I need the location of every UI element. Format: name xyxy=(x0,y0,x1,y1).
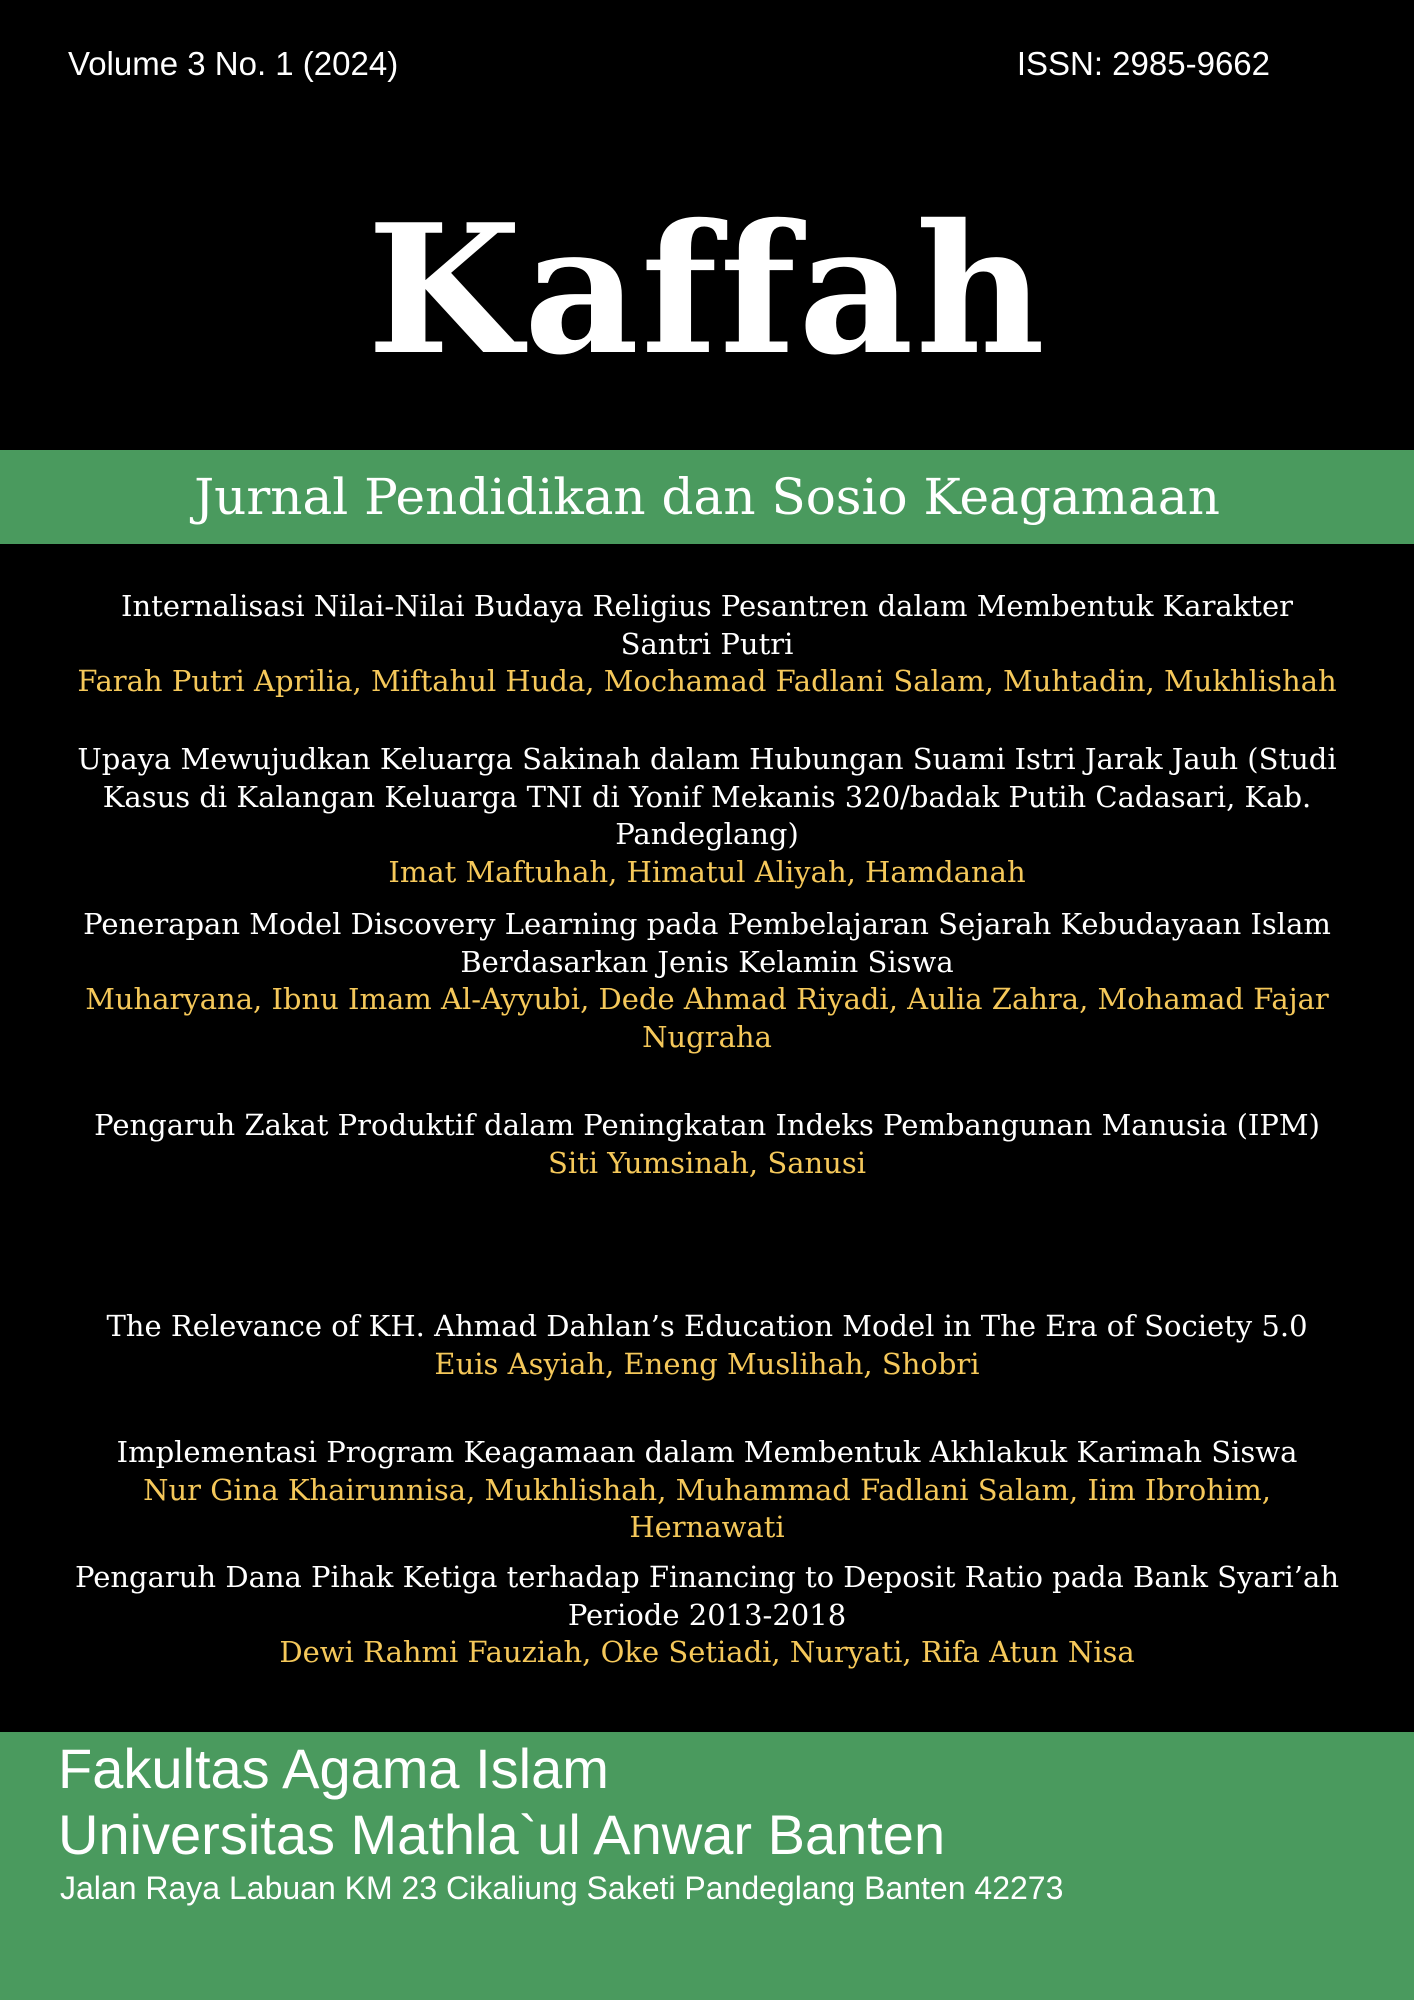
article-entry xyxy=(0,741,1414,891)
article-title: Pengaruh Zakat Produktif dalam Peningkatan Indeks Pembangunan Manusia (IPM) xyxy=(94,1108,1320,1142)
article-authors: Muharyana, Ibnu Imam Al-Ayyubi, Dede Ahmad Riyadi, Aulia Zahra, Mohamad Fajar Nugraha xyxy=(85,982,1329,1054)
journal-subtitle: Jurnal Pendidikan dan Sosio Keagamaan xyxy=(194,468,1220,526)
article-title: Penerapan Model Discovery Learning pada Pembelajaran Sejarah Kebudayaan Islam Berdasarkan Jenis Kelamin Siswa xyxy=(83,907,1331,979)
subtitle-band xyxy=(0,450,1414,544)
article-title: Internalisasi Nilai-Nilai Budaya Religius Pesantren dalam Membentuk Karakter Santri Putri xyxy=(121,589,1293,661)
article-title: Pengaruh Dana Pihak Ketiga terhadap Financing to Deposit Ratio pada Bank Syari’ah Periode 2013-2018 xyxy=(74,1560,1339,1632)
article-authors: Nur Gina Khairunnisa, Mukhlishah, Muhammad Fadlani Salam, Iim Ibrohim, Hernawati xyxy=(143,1472,1271,1544)
article-entry xyxy=(0,1434,1414,1547)
article-title: Implementasi Program Keagamaan dalam Membentuk Akhlakuk Karimah Siswa xyxy=(116,1435,1298,1469)
article-entry xyxy=(0,1308,1414,1383)
article-title: Upaya Mewujudkan Keluarga Sakinah dalam Hubungan Suami Istri Jarak Jauh (Studi Kasus di Kalangan Keluarga TNI di Yonif Mekanis 320/badak Putih Cadasari, Kab. Pandeglang) xyxy=(77,742,1337,851)
volume-label: Volume 3 No. 1 (2024) xyxy=(68,45,399,82)
article-entry xyxy=(0,1559,1414,1672)
address: Jalan Raya Labuan KM 23 Cikaliung Saketi Pandeglang Banten 42273 xyxy=(60,1870,1064,1906)
university-name: Universitas Mathla`ul Anwar Banten xyxy=(58,1803,946,1866)
article-authors: Imat Maftuhah, Himatul Aliyah, Hamdanah xyxy=(388,854,1026,889)
article-entry xyxy=(0,906,1414,1056)
issn-label: ISSN: 2985-9662 xyxy=(1016,45,1270,82)
article-authors: Dewi Rahmi Fauziah, Oke Setiadi, Nuryati, Rifa Atun Nisa xyxy=(279,1635,1135,1669)
article-entry xyxy=(0,1107,1414,1182)
article-authors: Euis Asyiah, Eneng Muslihah, Shobri xyxy=(434,1346,980,1381)
article-title: The Relevance of KH. Ahmad Dahlan’s Education Model in The Era of Society 5.0 xyxy=(106,1309,1308,1343)
faculty-name: Fakultas Agama Islam xyxy=(58,1737,609,1800)
article-entry xyxy=(0,588,1414,701)
article-authors: Siti Yumsinah, Sanusi xyxy=(548,1145,866,1180)
article-authors: Farah Putri Aprilia, Miftahul Huda, Mochamad Fadlani Salam, Muhtadin, Mukhlishah xyxy=(77,664,1337,698)
journal-title: Kaffah xyxy=(367,185,1047,394)
